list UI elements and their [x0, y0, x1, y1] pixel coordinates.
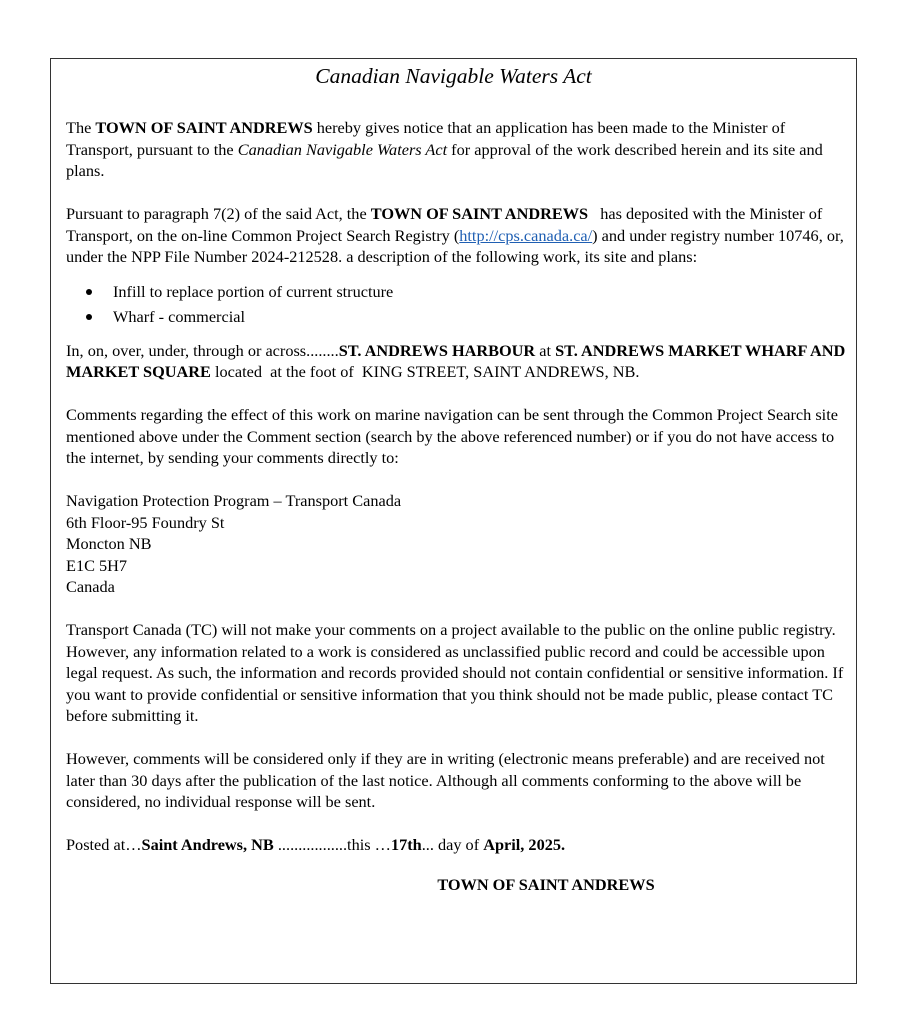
posted-place: Saint Andrews, NB: [141, 835, 274, 854]
notice-title: Canadian Navigable Waters Act: [315, 64, 592, 88]
text-run: In, on, over, under, through or across........: [66, 340, 339, 360]
notice-box: [50, 58, 857, 984]
list-item-label: Infill to replace portion of current structure: [113, 281, 394, 301]
address-line: Moncton NB: [66, 534, 152, 553]
text-run: located at the foot of KING STREET, SAINT ANDREWS, NB.: [210, 362, 640, 381]
list-item: [66, 279, 846, 304]
posted-month-year: April, 2025.: [483, 835, 566, 854]
registry-link[interactable]: http://cps.canada.ca/: [459, 225, 593, 245]
harbour-name: ST. ANDREWS HARBOUR: [338, 340, 536, 360]
signature: TOWN OF SAINT ANDREWS: [437, 874, 655, 894]
bullet-icon: [86, 289, 92, 295]
text-run: has deposited with the Minister of Transport, on the on-line Common Project Search Registry (: [66, 204, 827, 245]
comments-paragraph: Comments regarding the effect of this work on marine navigation can be sent through the Common Project Search site mentioned above under the Comment section (search by the above referenced number) or if you do not have access to the internet, by sending your comments directly to:: [66, 405, 838, 467]
text-run: .................this …: [273, 835, 391, 854]
applicant-name: TOWN OF SAINT ANDREWS: [95, 118, 313, 137]
text-run: Posted at…: [66, 835, 142, 854]
list-item: [66, 304, 846, 329]
act-name: Canadian Navigable Waters Act: [237, 139, 448, 159]
deadline-paragraph: However, comments will be considered only if they are in writing (electronic means preferable) and are received not later than 30 days after the publication of the last notice. Although all comments conforming to the above will be considered, no individual response will be sent.: [66, 749, 825, 811]
text-run: Pursuant to paragraph 7(2) of the said Act, the: [66, 204, 371, 223]
privacy-paragraph: Transport Canada (TC) will not make your comments on a project available to the public on the online public registry. However, any information related to a work is considered as unclassified public record and could be accessible upon legal request. As such, the information and records provided should not contain confidential or sensitive information. If you want to provide confidential or sensitive information that you think should not be made public, please contact TC before submitting it.: [66, 620, 844, 725]
address-line: Canada: [66, 577, 115, 596]
address-line: 6th Floor-95 Foundry St: [66, 512, 225, 532]
notice-body: [66, 117, 846, 895]
address-line: Navigation Protection Program – Transport Canada: [66, 491, 402, 510]
site-name: ST. ANDREWS MARKET WHARF AND MARKET SQUARE: [66, 340, 846, 381]
text-run: ... day of: [421, 835, 484, 854]
posted-day: 17th: [390, 835, 422, 854]
registry-paragraph: [66, 203, 846, 268]
list-item-label: Wharf - commercial: [113, 306, 245, 326]
applicant-name: TOWN OF SAINT ANDREWS: [370, 204, 589, 223]
text-run: The: [66, 118, 96, 137]
intro-paragraph: [66, 117, 846, 182]
text-run: ) and under registry number 10746, or, under the NPP File Number 2024-212528. a description of the following work, its site and plans:: [66, 225, 844, 266]
work-list: [66, 279, 846, 329]
text-run: at: [535, 340, 556, 360]
posted-line: [66, 834, 846, 856]
text-run: hereby gives notice that an application has been made to the Minister of Transport, pursuant to the: [66, 118, 786, 159]
mailing-address: [66, 490, 846, 598]
text-run: for approval of the work described herein and its site and plans.: [66, 139, 823, 180]
bullet-icon: [86, 314, 92, 320]
location-paragraph: [66, 340, 846, 383]
address-line: E1C 5H7: [66, 555, 128, 575]
